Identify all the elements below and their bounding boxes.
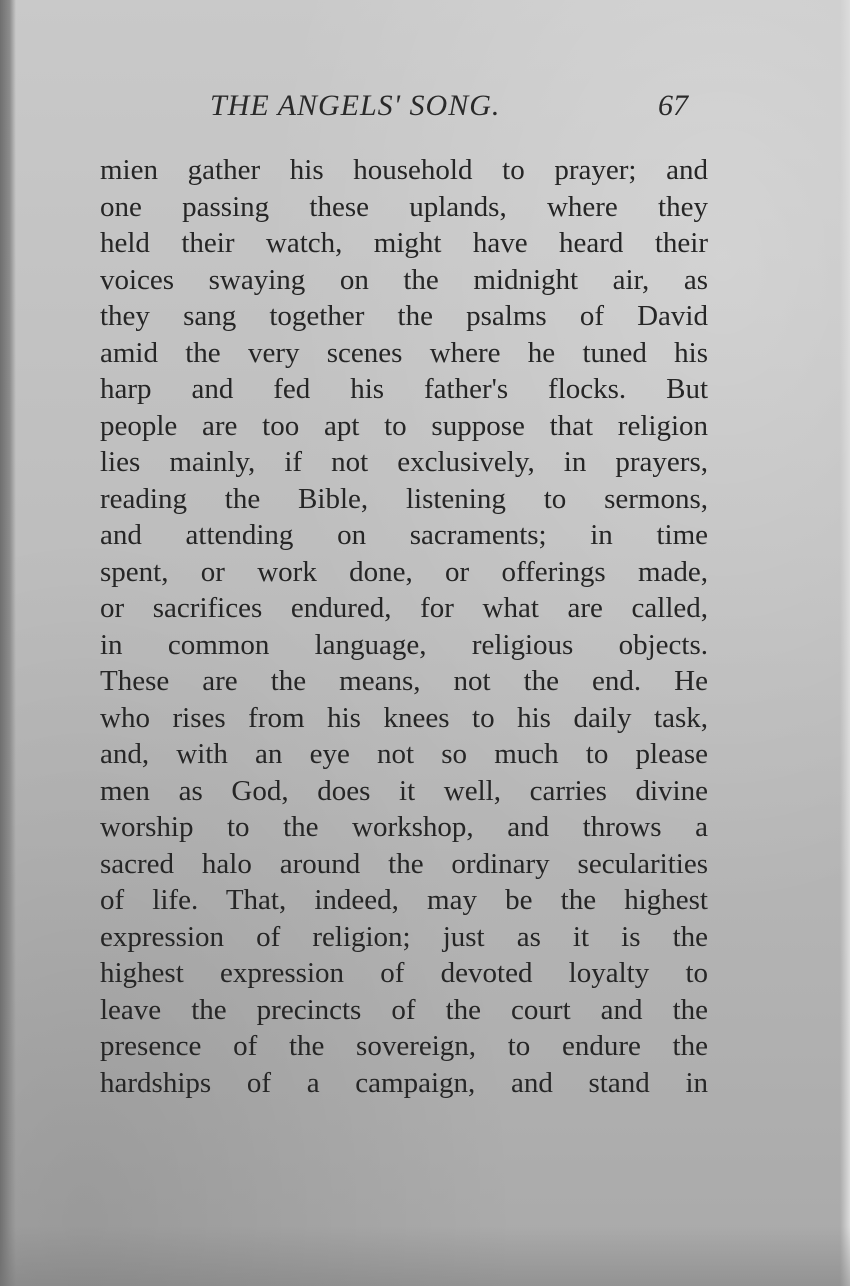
text-line: harp and fed his father's flocks. But: [100, 373, 708, 405]
page-binding-shadow: [0, 0, 16, 1286]
text-line: lies mainly, if not exclusively, in prayers,: [100, 446, 708, 478]
text-line: voices swaying on the midnight air, as: [100, 263, 708, 296]
text-line: of life. That, indeed, may be the highest: [100, 884, 708, 916]
text-line: held their watch, might have heard their: [100, 227, 708, 259]
text-line: sacred halo around the ordinary secularities: [100, 847, 708, 880]
text-line: These are the means, not the end. He: [100, 665, 708, 697]
text-line: highest expression of devoted loyalty to: [100, 957, 708, 989]
body-text: [100, 152, 708, 1101]
text-line: reading the Bible, listening to sermons,: [100, 482, 708, 515]
text-line: or sacrifices endured, for what are called,: [100, 592, 708, 624]
text-line: leave the precincts of the court and the: [100, 993, 708, 1026]
text-line: spent, or work done, or offerings made,: [100, 555, 708, 588]
text-line: men as God, does it well, carries divine: [100, 774, 708, 807]
text-line: hardships of a campaign, and stand in: [100, 1066, 708, 1099]
text-line: people are too apt to suppose that religion: [100, 409, 708, 442]
text-line: and attending on sacraments; in time: [100, 519, 708, 551]
text-line: amid the very scenes where he tuned his: [100, 336, 708, 369]
text-line: one passing these uplands, where they: [100, 190, 708, 223]
text-line: mien gather his household to prayer; and: [100, 154, 708, 186]
page-right-edge: [840, 0, 850, 1286]
text-line: expression of religion; just as it is the: [100, 920, 708, 953]
running-head: [210, 86, 700, 126]
text-line: presence of the sovereign, to endure the: [100, 1030, 708, 1062]
text-line: worship to the workshop, and throws a: [100, 811, 708, 843]
page-number: 67: [658, 89, 688, 122]
text-line: who rises from his knees to his daily task,: [100, 701, 708, 734]
text-line: in common language, religious objects.: [100, 628, 708, 661]
running-title: THE ANGELS' SONG.: [210, 89, 501, 122]
text-line: they sang together the psalms of David: [100, 300, 708, 332]
text-line: and, with an eye not so much to please: [100, 738, 708, 770]
page-bottom-shading: [0, 1226, 850, 1286]
